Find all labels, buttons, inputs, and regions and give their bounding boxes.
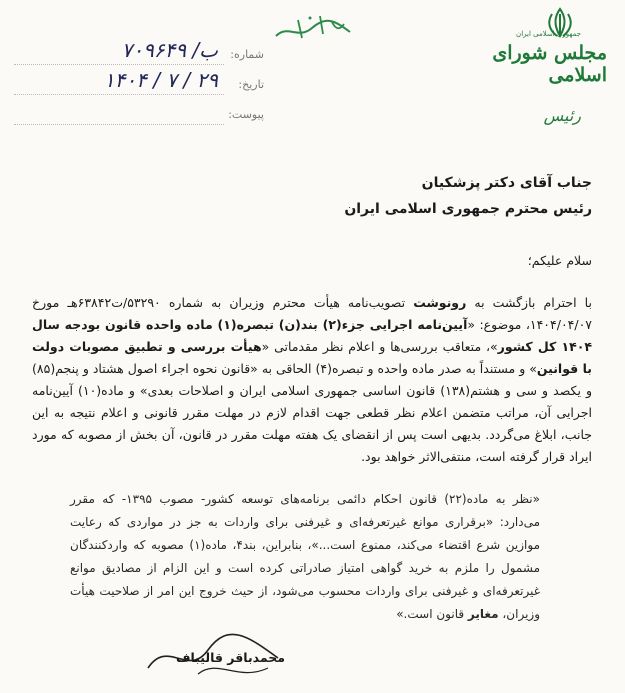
body-text: تصویب‌نامه هیأت محترم وزیران به شماره ۵۳۲۹۰/ت۶۳۸۴۲هـ مورخ ۱۴۰۴/۰۴/۰۷، موضوع: « [32,295,593,332]
number-label: شماره: [230,48,264,61]
quoted-opinion [70,488,540,626]
body-text: با احترام بازگشت به [466,295,592,310]
calligraphy-logo-icon [268,10,358,46]
body-text: »، متعاقب بررسی‌ها و اعلام نظر مقدماتی « [261,339,498,354]
quote-emphasis: مغایر [467,607,499,621]
attachment-label: پیوست: [228,108,264,121]
signatory-name: محمدباقر قالیباف [175,650,285,665]
body-emphasis: هیأت بررسی و تطبیق مصوبات دولت با قوانین [32,339,592,376]
letter-date: ۱۴۰۴ / ۷ / ۲۹ [103,68,218,92]
meta-divider [14,64,224,65]
addressee [32,170,592,222]
meta-number-row [14,40,264,70]
body-text: » و مستنداً به صدر ماده واحده و تبصره(۴) الحاقی به «قانون نحوه اجراء اصول هشتاد و پنجم(۸۵) و یکصد و سی و هشتم(۱۳۸) قانون اساسی جمهوری اسلامی ایران و اصلاحات بعدی» و ماده(۱۰) آیین‌نامه اجرایی آن، مراتب متضمن اعلام نظر قطعی جهت اقدام لازم در مهلت مقرر قانونی و اعلام نتیجه به این جانب، ابلاغ می‌گردد. بدیهی است پس از انقضای یک هفته مهلت مقرر در قانون، آن بخش از مصوبه که مورد ایراد قرار گرفته است، منتفی‌الاثر خواهد بود. [32,361,593,464]
meta-divider [14,94,224,95]
org-country: جمهوری اسلامی ایران [516,30,581,38]
letter-meta [14,40,264,130]
letter-body [32,292,592,468]
quote-text: «نظر به ماده(۲۲) قانون احکام دائمی برنامه‌های توسعه کشور- مصوب ۱۳۹۵- که مقرر می‌دارد: «برقراری موانع غیرتعرفه‌ای و غیرفنی برای واردات به جز در مواردی که رعایت موازین شرع اقتضاء می‌کند، ممنوع است...»، بنابراین، بند۴، ماده(۱) مصوبه که واردکنندگان مشمول را ملزم به خرید گواهی امتیاز صادراتی کرده است و این الزام از مصادیق موانع غیرتعرفه‌ای و غیرفنی برای واردات محسوب می‌شود، از حیث خروج این امر از صلاحیت هیأت وزیران، [70,492,540,621]
meta-attachment-row [14,100,264,130]
org-name: مجلس شورای اسلامی [492,42,607,86]
quote-text: قانون است.» [396,607,468,621]
body-emphasis: آیین‌نامه اجرایی جزء(۲) بند(ن) تبصره(۱) ماده واحده قانون بودجه سال ۱۴۰۴ کل کشور [32,317,593,354]
greeting: سلام علیکم؛ [527,253,592,268]
meta-divider [14,124,224,125]
body-emphasis: رونوشت [413,295,467,310]
meta-date-row [14,70,264,100]
date-label: تاریخ: [238,78,264,91]
addressee-name: جناب آقای دکتر پزشکیان [421,175,592,191]
addressee-title: رئیس محترم جمهوری اسلامی ایران [344,201,592,217]
letter-number: ۷۰۹۶۴۹ /ب [121,38,218,62]
org-title: رئیس [543,106,581,125]
